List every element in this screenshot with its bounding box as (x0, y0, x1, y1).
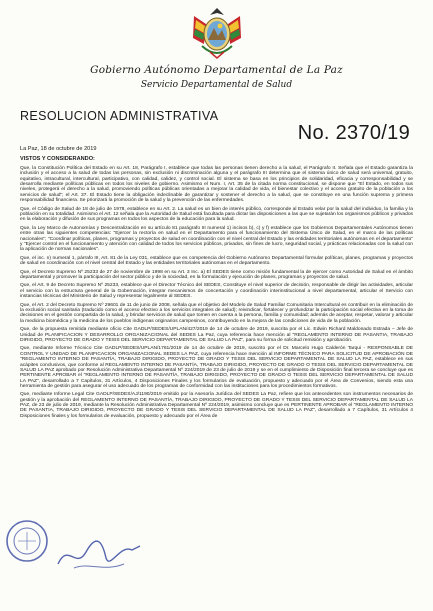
paragraph: Que, el inc. n) numeral 1, párrafo III, Art. 81 de la Ley 031, establece que es competencia del Gobierno Autónomo Departamental formular políticas, planes, programas y proyectos de salud en coordinación con el nivel central del Estado y las entidades territoriales autónomas en el departamento. (20, 255, 413, 267)
paragraph: Que, la Ley Marco de Autonomías y Descentralización en su artículo 81 parágrafo III numeral 1) incisos b), c) y f) establece que los Gobiernos Departamentales Autónomos tienen entre otras las siguientes competencias: "Ejercer la rectoría en salud en el Departamento para el funcionamiento del Sistema Único de Salud, en el marco de las políticas nacionales"; "Coordinar políticas, planes, programas y proyectos de salud en coordinación con el nivel central del Estado y las entidades territoriales autónomas en el departamento" y "Ejercer control en el funcionamiento y atención con calidad de todos los servicios públicos, privados, sin fines de lucro, seguridad social, y prácticas relacionadas con la salud con la aplicación de normas nacionales". (20, 225, 413, 253)
resolution-title: RESOLUCION ADMINISTRATIVA (20, 109, 219, 123)
paragraph: Que, mediante Informe Legal Cite GADLP/SEDES/AJ/1190/2019 emitido por la Asesoría Jurídica del SEDES La Paz, refiere que los antecedentes son instrumentos necesarios de gestión y la aprobación del REGLAMENTO INTERNO DE PASANTÍA, TRABAJO DIRIGIDO, PROYECTO DE GRADO Y TESIS DEL SERVICIO DEPARTAMENTAL DE SALUD LA PAZ, de 23 de julio de 2019, mediante la Resolución Administrativa Departamental Nº 224/2019, asimismo concluye que es PERTINENTE APROBAR el "REGLAMENTO INTERNO DE PASANTIA, TRABAJO DIRIGIDO, PROYECTO DE GRADO Y TESIS DEL SERVICIO DEPARTAMENTAL DE SALUD LA PAZ", desarrollado a 7 Capítulos, 31 Artículos 4 Disposiciones finales y los formularios de evaluación, propuesto y adecuado por el Área de (20, 392, 413, 419)
coat-of-arms-icon (190, 6, 244, 62)
signature-icon (54, 534, 144, 576)
paragraph: Que, la Constitución Política del Estado en su Art. 18, Parágrafo I, establece que todas las personas tienen derecho a la salud, el Parágrafo II. Señala que el Estado garantiza la inclusión y el acceso a la salud de todas las personas, sin exclusión ni discriminación alguna y el parágrafo III determina que el sistema único de salud será universal, gratuito, equitativo, intracultural, intercultural, participativo, con calidad, calidez, y control social. El sistema se basa en los principios de solidaridad, eficacia y corresponsabilidad y se desarrolla mediante políticas públicas en todos los niveles de gobierno. Asimismo el Num. I, Art. 35 de la citada norma constitucional, se dispone que "El Estado, en todos sus niveles, protegerá el derecho a la salud, promoviendo políticas públicas orientadas a mejorar la calidad de vida, el bienestar colectivo y el acceso gratuito de la población a los servicios de salud"; el Art. 37. El Estado tiene la obligación indeclinable de garantizar y sostener el derecho a la salud, que se constituye en una función suprema y primera responsabilidad financiera. Se priorizará la promoción de la salud y la prevención de las enfermedades. (20, 166, 413, 204)
resolution-number: No. 2370/19 (297, 122, 410, 144)
paragraph: Que, el Art. 2 del Decreto Supremo Nº 29601 de 11 de junio de 2008, señala que el objetivo del Modelo de Salud Familiar Comunitaria Intercultural es contribuir en la eliminación de la exclusión social sanitaria (traducido como el acceso efectivo a los servicios integrales de salud); reivindicar, fortalecer y profundizar la participación social efectiva en la toma de decisiones en el gestión compartida de la salud, y brindar servicios de salud que tomen en cuenta a la persona, familia y comunidad; además de aceptar, respetar, valorar y articular la medicina biomédica y la medicina de los pueblos indígenas originarios campesinos, contribuyendo en la mejora de las condiciones de vida de la población. (20, 302, 413, 324)
official-stamp-icon (4, 518, 50, 564)
paragraph: Que, el Código de Salud de 18 de julio de 1978, establece en su Art. 2. La salud es un bien de interés público, corresponde al Estado velar por la salud del individuo, la familia y la población en su totalidad. Asimismo el Art. 12 señala que la Autoridad de Salud está facultada para dictar las disposiciones a las que se sujetarán los organismos públicos y privados en la elaboración y difusión de sus programas en todos los aspectos de la educación para la salud. (20, 206, 413, 223)
resolution-date: La Paz, 18 de octubre de 2019 (20, 146, 97, 152)
service-name: Servicio Departamental de Salud (140, 80, 293, 90)
resolution-body (20, 166, 413, 422)
paragraph: Que, de la propuesta remitida mediante oficio Cite GADLP/SEDES/UPLAN/427/2019 de 14 de octubre de 2019, suscrita por el Lic. Edwin Richard Maldonado Estrada – Jefe de Unidad de PLANIFICACION Y DESARROLLO ORGANIZACIONAL del SEDES La Paz, cuya referencia hace mención al "REGLAMENTO INTERNO DE PASANTIA, TRABAJO DIRIGIDO, PROYECTO DE GRADO Y TESIS DEL SERVICIO DEPARTAMENTAL DE SALUD LA PAZ", para su forma de solicitud remisión y aprobación. (20, 327, 413, 343)
government-name: Gobierno Autónomo Departamental de La Paz (90, 64, 343, 76)
paragraph: Que, el Decreto Supremo Nº 25233 de 27 de noviembre de 1998 en su Art. 3 Inc. a) El SEDES tiene como misión fundamental la de ejercer como Autoridad de Salud en el ámbito departamental y promover la participación del sector público y de la sociedad, en la formulación y ejecución de planes, programas y proyectos de salud. (20, 269, 413, 280)
paragraph: Que, el Art. 9 de Decreto Supremo Nº 25233, establece que el Director Técnico del SEDES, Constituye el nivel superior de decisión, responsable de dirigir las actividades, articular el servicio con la estructura general de la Gobernación, integrar mecanismos de concertación y coordinación interinstitucional a nivel departamental, articular el Servicio con instancias técnicas del Ministerio de Salud y representar legalmente al SEDES. (20, 283, 413, 300)
section-heading: VISTOS Y CONSIDERANDO: (20, 156, 95, 162)
paragraph: Que, mediante Informe Técnico Cite GADLP/SEDES/UPLAN/1761/2019 de 14 de octubre de 2019, suscrito por el Dr. Marcelo Hugo Calderón Tarqui - RESPONSABLE DE CONTROL Y UNIDAD DE PLANIFICACION ORGANIZACIONAL SEDES LA PAZ, cuya referencia hace mención al INFORME TÉCNICO PARA SOLICITUD DE APROBACIÓN DE "REGLAMENTO INTERNO DE PASANTÍA, TRABAJO DIRIGIDO, PROYECTO DE GRADO Y TESIS DEL SERVICIO DEPARTAMENTAL DE SALUD LA PAZ, establece en sus acápites conclusivos, que conforme al REGLAMENTO INTERNO DE PASANTÍA, TRABAJO DIRIGIDO, PROYECTO DE GRADO O TESIS DEL SERVICIO DEPARTAMENTAL DE SALUD LA PAZ aprobado por Resolución Administrativa Departamental Nº 224/2019 de 23 de julio de 2019 y se en el cumplimiento de Disposición final tercera se concluye que es PERTINENTE APROBAR el "REGLAMENTO INTERNO DE PASANTÍA, TRABAJO DIRIGIDO, PROYECTO DE GRADO O TESIS DEL SERVICIO DEPARTAMENTAL DE SALUD LA PAZ", desarrollado a 7 Capítulos, 31 Artículos, 4 Disposiciones Finales y los formularios de evaluación, propuesto y adecuado por el Área de Convenios, siendo esta una herramienta de gestión para asegurar el uso adecuado de los programas de conformidad con las instituciones para los procedimientos formativos. (20, 346, 413, 389)
